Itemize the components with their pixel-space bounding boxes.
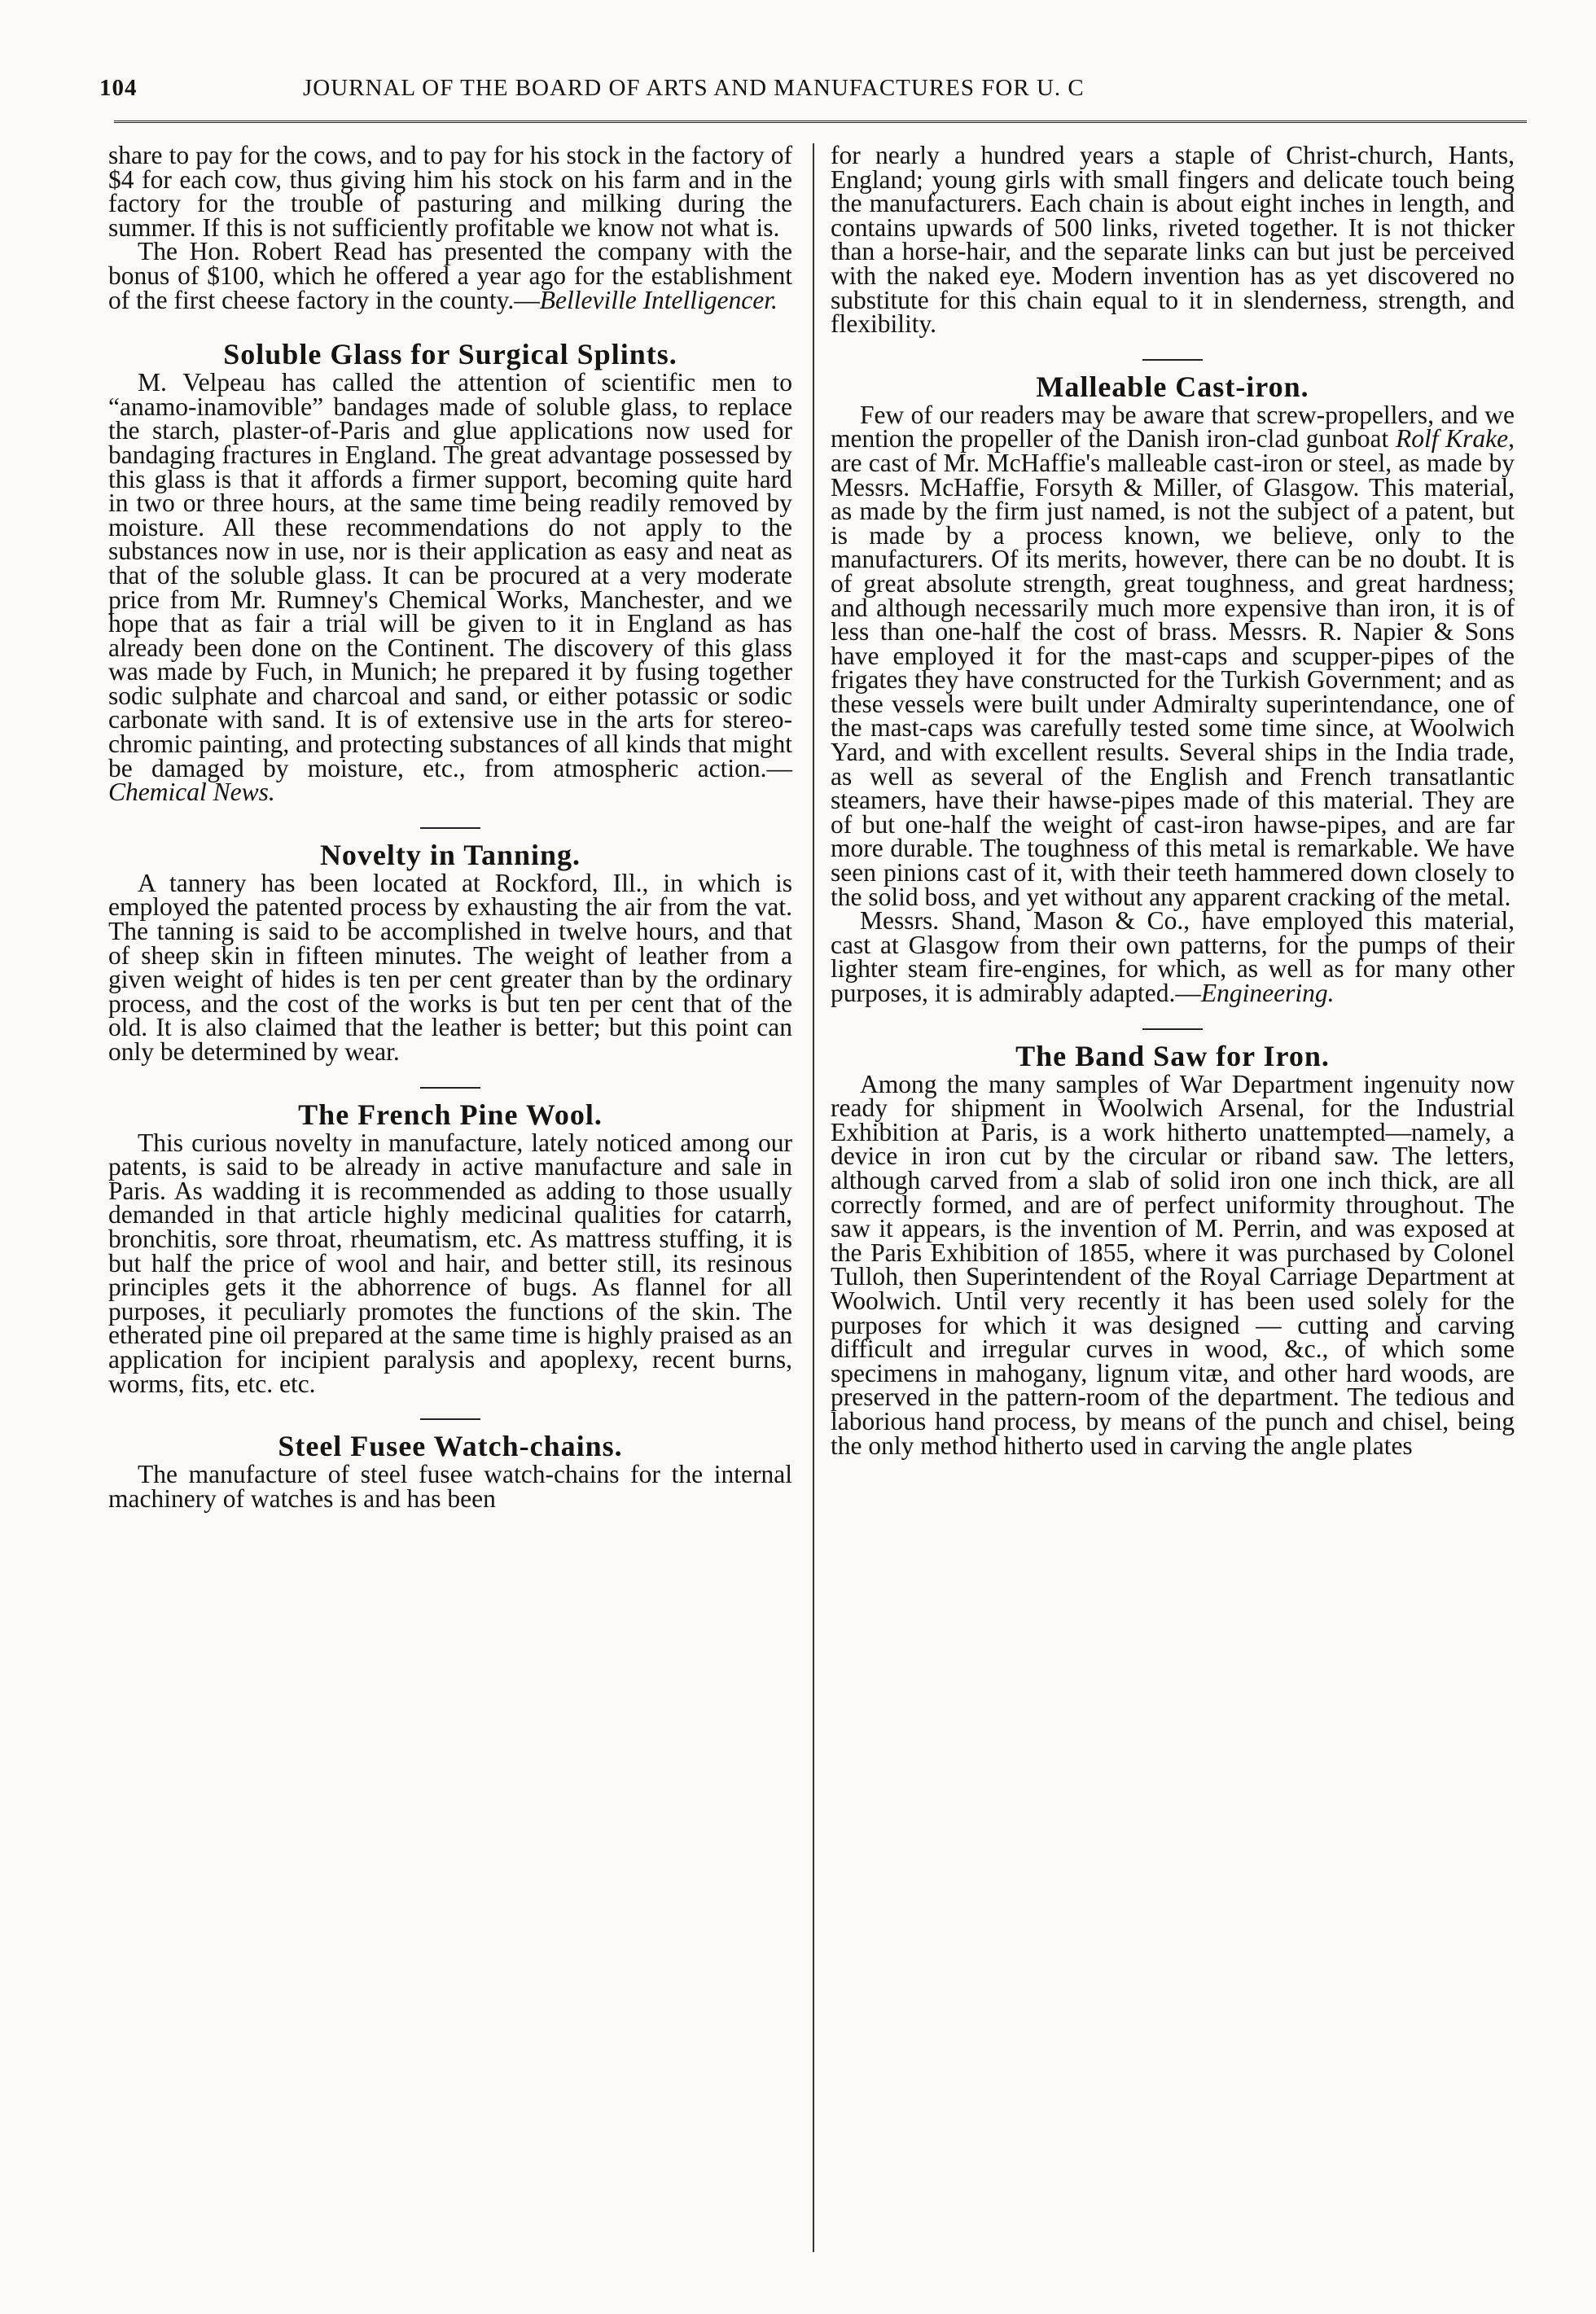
article-heading: The French Pine Wool. <box>298 1098 603 1131</box>
section-divider-rule <box>420 827 480 829</box>
watch-chains-paragraph: The manufacture of steel fusee watch-chains for the internal machinery of watches is and has been <box>108 1460 792 1513</box>
shand-mason-paragraph <box>831 906 1515 1007</box>
cast-iron-paragraph <box>831 400 1515 911</box>
section-divider-rule <box>1142 1028 1203 1030</box>
article-heading: Malleable Cast-iron. <box>1036 370 1309 403</box>
source-citation: Chemical News. <box>108 778 275 807</box>
page-number: 104 <box>99 75 138 101</box>
section-spacer <box>420 330 480 331</box>
page-header <box>99 75 1337 107</box>
cheese-factory-paragraph: share to pay for the cows, and to pay for his stock in the factory of $4 for each cow, thus giving him his stock on his farm and in the factory for the trouble of pasturing and milking during the summer. If this is not sufficiently profitable we know not what is. <box>108 141 792 242</box>
splints-paragraph <box>108 368 792 807</box>
band-saw-paragraph: Among the many samples of War Department ingenuity now ready for shipment in Woolwich Arsenal, for the Industrial Exhibition at Paris, is a work hitherto unattempted—namely, a device in iron cut by the circular or riband saw. The letters, although carved from a slab of solid iron one inch thick, are all correctly formed, and are of perfect uniformity throughout. The saw it appears, is the invention of M. Perrin, and was exposed at the Paris Exhibition of 1855, where it was purchased by Colonel Tulloh, then Superintendent of the Royal Carriage Department at Woolwich. Until very recently it has been used solely for the purposes for which it was designed — cutting and carving difficult and irregular curves in wood, &c., of which some specimens in mahogany, lignum vitæ, and other hard woods, are preserved in the pattern-room of the department. The tedious and laborious hand process, by means of the punch and chisel, being the only method hitherto used in carving the angle plates <box>831 1069 1515 1460</box>
cast-iron-text: , are cast of Mr. McHaffie's malleable cast-iron or steel, as made by Messrs. McHaffie, Forsyth & Miller, of Glasgow. This material, as made by the firm just named, is not the subject of a patent, but is made by a process known, we believe, only to the manufacturers. Of its merits, however, there can be no doubt. It is of great absolute strength, great toughness, and great hardness; and although necessarily much more expensive than iron, it is of less than one-half the cost of brass. Messrs. R. Napier & Sons have employed it for the mast-caps and scupper-pipes of the frigates they have constructed for the Turkish Government; and as these vessels were built under Admiralty superintendance, one of the mast-caps was carefully tested some time since, at Woolwich Yard, and with excellent results. Several ships in the India trade, as well as several of the English and French transatlantic steamers, have their hawse-pipes made of this material. They are of but one-half the weight of cast-iron hawse-pipes, and are far more durable. The toughness of this metal is remarkable. We have seen pinions cast of it, with their teeth hammered down closely to the solid boss, and yet without any apparent cracking of the metal. <box>831 424 1515 911</box>
article-heading: Soluble Glass for Surgical Splints. <box>223 338 677 371</box>
robert-read-paragraph <box>108 239 792 312</box>
header-rule <box>114 121 1527 126</box>
source-citation: Engineering. <box>1200 979 1335 1007</box>
pine-wool-paragraph: This curious novelty in manufacture, lately noticed among our patents, is said to be already in active manufacture and sale in Paris. As wadding it is recommended as adding to those usually demanded in that article highly medicinal qualities for catarrh, bronchitis, sore throat, rheumatism, etc. As mattress stuffing, it is but half the price of wool and hair, and better still, its resinous principles gets it the abhorrence of bugs. As flannel for all purposes, it peculiarly promotes the functions of the skin. The etherated pine oil prepared at the same time is highly praised as an application for incipient paralysis and apoplexy, recent burns, worms, fits, etc. etc. <box>108 1128 792 1398</box>
article-heading: The Band Saw for Iron. <box>1015 1039 1330 1072</box>
article-heading: Novelty in Tanning. <box>319 838 581 871</box>
section-divider-rule <box>420 1418 480 1420</box>
column-divider <box>813 143 814 2252</box>
watch-chains-continued-paragraph: for nearly a hundred years a staple of Christ-church, Hants, England; young girls with small fingers and delicate touch being the manufacturers. Each chain is about eight inches in length, and contains upwards of 500 links, riveted together. It is not thicker than a horse-hair, and the separate links can but just be perceived with the naked eye. Modern invention has as yet discovered no substitute for this chain equal to it in slenderness, strength, and flexibility. <box>831 141 1515 339</box>
section-divider-rule <box>420 1087 480 1089</box>
cast-iron-text: Few of our readers may be aware that screw-propellers, and we mention the propeller of the Danish iron-clad gunboat <box>831 400 1515 454</box>
shand-mason-text: Messrs. Shand, Mason & Co., have employed this material, cast at Glasgow from their own patterns, for the pumps of their lighter steam fire-engines, for which, as well as for many other purposes, it is admirably adapted.— <box>831 906 1515 1007</box>
section-divider-rule <box>1142 359 1203 361</box>
right-column <box>831 141 1515 1460</box>
robert-read-text: The Hon. Robert Read has presented the company with the bonus of $100, which he offered a year ago for the establishment of the first cheese factory in the county.— <box>108 237 792 314</box>
article-heading: Steel Fusee Watch-chains. <box>278 1430 623 1463</box>
splints-text: M. Velpeau has called the attention of scientific men to “anamo-inamovible” bandages made of soluble glass, to replace the starch, plaster-of-Paris and glue applications now used for bandaging fractures in England. The great advantage possessed by this glass is that it affords a firmer support, becoming quite hard in two or three hours, at the same time being readily removed by moisture. All these recommendations do not apply to the substances now in use, nor is their application as easy and neat as that of the soluble glass. It can be procured at a very moderate price from Mr. Rumney's Chemical Works, Manchester, and we hope that as fair a trial will be given to it in England as has already been done on the Continent. The discovery of this glass was made by Fuch, in Munich; he prepared it by fusing together sodic sulphate and charcoal and sand, or either potassic or sodic carbonate with sand. It is of extensive use in the arts for stereo-chromic painting, and protecting substances of all kinds that might be damaged by moisture, etc., from atmospheric action.— <box>108 368 792 782</box>
ship-name: Rolf Krake <box>1395 424 1509 454</box>
tanning-paragraph: A tannery has been located at Rockford, Ill., in which is employed the patented process by exhausting the air from the vat. The tanning is said to be accomplished in twelve hours, and that of sheep skin in fifteen minutes. The weight of leather from a given weight of hides is ten per cent greater than by the ordinary process, and the cost of the works is but ten per cent that of the old. It is also claimed that the leather is better; but this point can only be determined by wear. <box>108 868 792 1066</box>
running-title: JOURNAL OF THE BOARD OF ARTS AND MANUFACTURES FOR U. C <box>303 75 1085 101</box>
left-column <box>108 141 792 1513</box>
source-citation: Belleville Intelligencer. <box>539 285 778 314</box>
